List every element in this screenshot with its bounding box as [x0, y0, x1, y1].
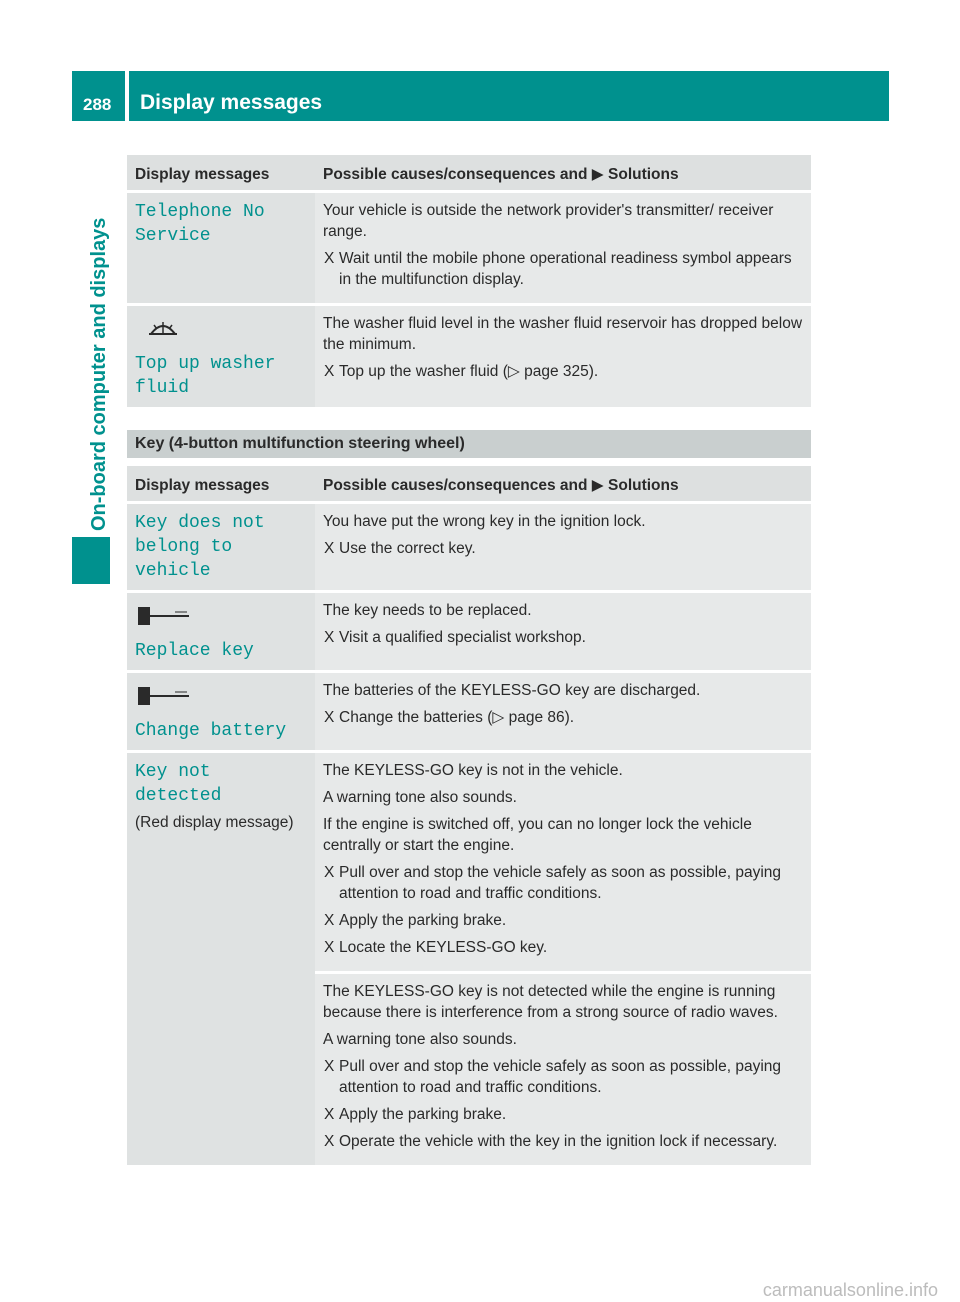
display-message: Key does not belong to vehicle [135, 513, 265, 581]
table-row [127, 672, 811, 752]
cause-text: A warning tone also sounds. [323, 789, 517, 806]
watermark: carmanualsonline.info [762, 1280, 938, 1300]
solution-step: X Apply the parking brake. [323, 1104, 803, 1125]
table-row [127, 592, 811, 672]
display-message: Top up washer fluid [135, 354, 276, 398]
solution-cell [315, 752, 811, 973]
key-icon [135, 683, 195, 713]
table-row [127, 973, 811, 1166]
cause-text: Your vehicle is outside the network provider's transmitter/ receiver range. [323, 202, 774, 240]
col-header-solutions: Possible causes/consequences and ▶ Solutions [315, 466, 811, 503]
solution-step: X Pull over and stop the vehicle safely as soon as possible, paying attention to road and traffic conditions. [323, 1056, 803, 1098]
cause-text: The KEYLESS-GO key is not detected while the engine is running because there is interference from a strong source of radio waves. [323, 983, 778, 1021]
table-row [127, 752, 811, 973]
message-note: (Red display message) [135, 814, 294, 831]
cause-text: The batteries of the KEYLESS-GO key are discharged. [323, 682, 701, 699]
solution-cell [315, 503, 811, 592]
display-message: Replace key [135, 641, 254, 661]
solution-cell [315, 305, 811, 408]
cause-text: The washer fluid level in the washer fluid reservoir has dropped below the minimum. [323, 315, 803, 353]
message-cell [127, 192, 315, 305]
message-cell [127, 592, 315, 672]
col-header-messages: Display messages [127, 155, 315, 192]
cause-text: If the engine is switched off, you can no longer lock the vehicle centrally or start the engine. [323, 816, 752, 854]
solution-step: X Locate the KEYLESS-GO key. [323, 937, 803, 958]
col-header-solutions: Possible causes/consequences and ▶ Solutions [315, 155, 811, 192]
solution-step: X Operate the vehicle with the key in the ignition lock if necessary. [323, 1131, 803, 1152]
table-row [127, 503, 811, 592]
table-washer-telephone [127, 155, 811, 407]
cause-text: The key needs to be replaced. [323, 602, 532, 619]
solution-step: X Apply the parking brake. [323, 910, 803, 931]
message-cell [127, 503, 315, 592]
solution-cell [315, 672, 811, 752]
message-cell [127, 672, 315, 752]
display-message: Telephone No Service [135, 202, 265, 246]
solution-step: X Top up the washer fluid (▷ page 325). [323, 361, 803, 382]
solution-step: X Use the correct key. [323, 538, 803, 559]
display-message: Change battery [135, 721, 287, 741]
col-header-messages: Display messages [127, 466, 315, 503]
chapter-marker [72, 537, 110, 584]
page-title: Display messages [140, 91, 323, 114]
cause-text: The KEYLESS-GO key is not in the vehicle. [323, 762, 623, 779]
solution-step: X Change the batteries (▷ page 86). [323, 707, 803, 728]
table-key-messages [127, 466, 811, 1165]
message-cell [127, 305, 315, 408]
message-cell [127, 973, 315, 1166]
key-icon [135, 603, 195, 633]
solution-cell [315, 192, 811, 305]
cause-text: A warning tone also sounds. [323, 1031, 517, 1048]
solution-step: X Wait until the mobile phone operational readiness symbol appears in the multifunction display. [323, 248, 803, 290]
solution-cell [315, 973, 811, 1166]
display-message: Key not detected [135, 762, 222, 806]
table-row [127, 192, 811, 305]
solution-cell [315, 592, 811, 672]
page-number: 288 [83, 95, 112, 114]
solution-step: X Visit a qualified specialist workshop. [323, 627, 803, 648]
message-cell [127, 752, 315, 973]
chapter-label: On-board computer and displays [88, 217, 110, 531]
table-row [127, 305, 811, 408]
washer-fluid-icon [135, 316, 195, 346]
section-title: Key (4-button multifunction steering wheel) [127, 430, 811, 458]
cause-text: You have put the wrong key in the ignition lock. [323, 513, 646, 530]
solution-step: X Pull over and stop the vehicle safely as soon as possible, paying attention to road and traffic conditions. [323, 862, 803, 904]
